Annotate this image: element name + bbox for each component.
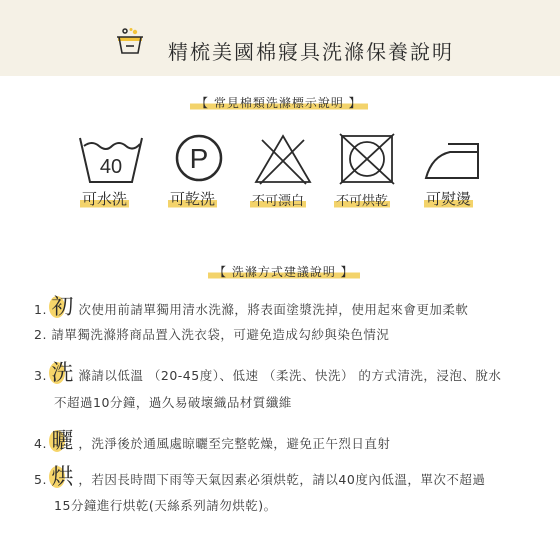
symbol-label-wash: 可水洗	[82, 190, 128, 208]
no-tumble-dry-icon	[332, 130, 402, 190]
dry-clean-p-icon	[164, 130, 234, 190]
methods-section-title: 【 洗滌方式建議說明 】	[208, 263, 360, 280]
symbol-label-no-bleach: 不可漂白	[250, 190, 306, 209]
method-initial-char: 烘	[51, 460, 74, 491]
wash-basin-icon	[116, 27, 144, 55]
no-bleach-icon	[248, 130, 318, 190]
method-item-3-continued: 不超過10分鐘，過久易破壞織品材質纖維	[54, 395, 292, 410]
symbol-label-no-tumble-dry: 不可烘乾	[334, 190, 390, 209]
symbol-label-iron: 可熨燙	[426, 190, 472, 208]
method-initial-char: 曬	[51, 424, 74, 455]
method-initial-char: 初	[51, 290, 74, 321]
svg-text:40: 40	[99, 156, 123, 178]
method-item-3: 3. 洗 滌請以低溫 （20-45度）、低速 （柔洗、快洗） 的方式清洗，浸泡、脫水	[34, 356, 501, 387]
wash-40-icon	[76, 130, 146, 190]
symbol-label-dry-clean: 可乾洗	[170, 190, 216, 208]
method-item-2: 2. 請單獨洗滌將商品置入洗衣袋，可避免造成勾紗與染色情況	[34, 327, 390, 342]
method-item-1: 1. 初 次使用前請單獨用清水洗滌，將表面塗漿洗掉，使用起來會更加柔軟	[34, 290, 468, 321]
method-item-4: 4. 曬 ，洗淨後於通風處晾曬至完整乾燥，避免正午烈日直射	[34, 424, 390, 455]
svg-text:P: P	[189, 143, 209, 174]
page-title: 精梳美國棉寢具洗滌保養說明	[168, 40, 454, 64]
iron-icon	[418, 130, 488, 190]
method-initial-char: 洗	[51, 356, 74, 387]
method-item-5-continued: 15分鐘進行烘乾(天絲系列請勿烘乾)。	[54, 498, 277, 513]
symbols-section-title: 【 常見棉類洗滌標示說明 】	[190, 94, 368, 111]
method-item-5: 5. 烘 ，若因長時間下雨等天氣因素必須烘乾，請以40度內低溫，單次不超過	[34, 460, 485, 491]
header-banner	[0, 0, 560, 76]
